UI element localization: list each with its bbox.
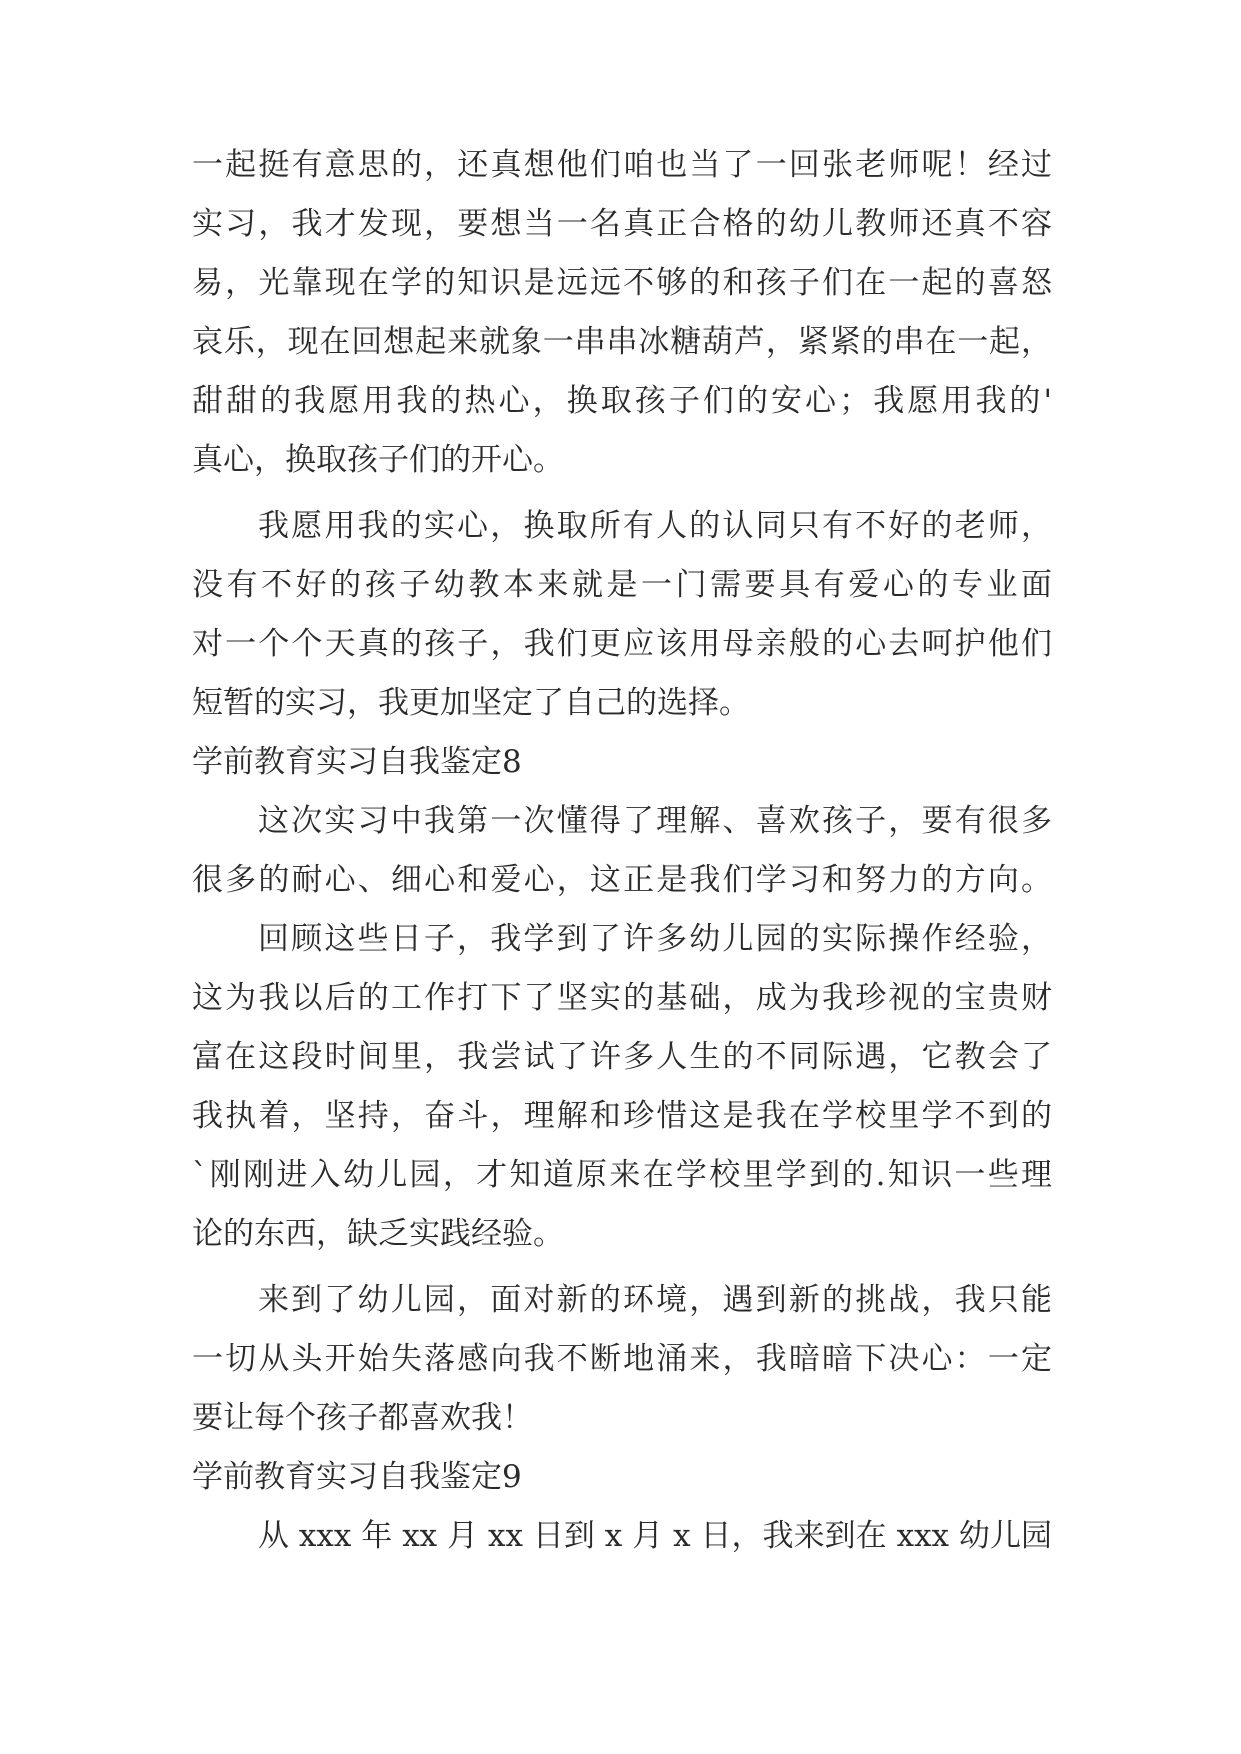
text-line: 很多的耐心、细心和爱心，这正是我们学习和努力的方向。 bbox=[192, 862, 1052, 898]
section-heading: 学前教育实习自我鉴定8 bbox=[192, 744, 522, 780]
text-line: 一切从头开始失落感向我不断地涌来，我暗暗下决心：一定 bbox=[192, 1341, 1052, 1377]
text-line: 对一个个天真的孩子，我们更应该用母亲般的心去呵护他们 bbox=[192, 626, 1052, 662]
text-line: 哀乐，现在回想起来就象一串串冰糖葫芦，紧紧的串在一起， bbox=[192, 324, 1052, 360]
text-line: 论的东西，缺乏实践经验。 bbox=[192, 1216, 564, 1252]
text-line: `刚刚进入幼儿园，才知道原来在学校里学到的.知识一些理 bbox=[192, 1157, 1052, 1193]
text-line: 要让每个孩子都喜欢我！ bbox=[192, 1400, 533, 1436]
text-line: 这次实习中我第一次懂得了理解、喜欢孩子，要有很多 bbox=[258, 803, 1052, 839]
text-line: 甜甜的我愿用我的热心，换取孩子们的安心；我愿用我的' bbox=[192, 383, 1052, 419]
text-line: 短暂的实习，我更加坚定了自己的选择。 bbox=[192, 685, 750, 721]
text-line: 富在这段时间里，我尝试了许多人生的不同际遇，它教会了 bbox=[192, 1039, 1052, 1075]
text-line: 真心，换取孩子们的开心。 bbox=[192, 442, 564, 478]
text-line: 这为我以后的工作打下了坚实的基础，成为我珍视的宝贵财 bbox=[192, 980, 1052, 1016]
text-line: 一起挺有意思的，还真想他们咱也当了一回张老师呢！经过 bbox=[192, 147, 1052, 183]
text-line: 易，光靠现在学的知识是远远不够的和孩子们在一起的喜怒 bbox=[192, 265, 1052, 301]
text-line: 从 xxx 年 xx 月 xx 日到 x 月 x 日，我来到在 xxx 幼儿园 bbox=[258, 1518, 1052, 1554]
text-line: 我愿用我的实心，换取所有人的认同只有不好的老师， bbox=[258, 508, 1052, 544]
section-heading: 学前教育实习自我鉴定9 bbox=[192, 1459, 522, 1495]
text-line: 我执着，坚持，奋斗，理解和珍惜这是我在学校里学不到的 bbox=[192, 1098, 1052, 1134]
text-line: 实习，我才发现，要想当一名真正合格的幼儿教师还真不容 bbox=[192, 206, 1052, 242]
text-line: 来到了幼儿园，面对新的环境，遇到新的挑战，我只能 bbox=[258, 1282, 1052, 1318]
text-line: 回顾这些日子，我学到了许多幼儿园的实际操作经验， bbox=[258, 921, 1052, 957]
text-line: 没有不好的孩子幼教本来就是一门需要具有爱心的专业面 bbox=[192, 567, 1052, 603]
